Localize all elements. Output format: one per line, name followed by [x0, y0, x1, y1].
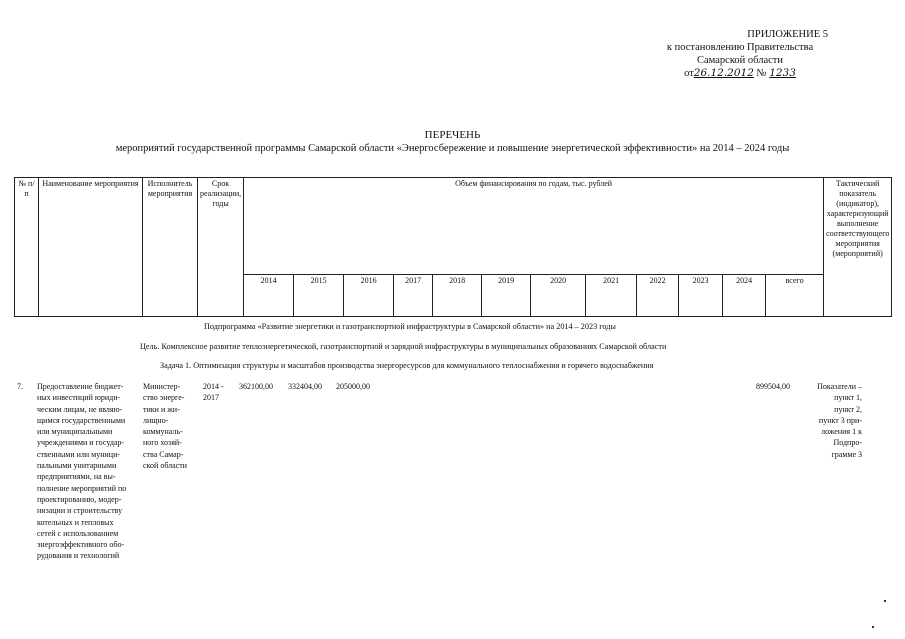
appendix-date-line — [600, 67, 880, 80]
row7-value-2015: 332404,00 — [288, 382, 322, 391]
page-title: ПЕРЕЧЕНЬ — [424, 129, 481, 141]
year-total: всего — [766, 275, 824, 317]
name-line: предприятиями, на вы- — [37, 472, 116, 482]
indicator-line: пункт 2, — [834, 404, 862, 414]
indicator-line: Подпро- — [833, 438, 862, 448]
name-line: котельных и тепловых — [37, 517, 114, 527]
name-line: ственными или муници- — [37, 449, 121, 459]
year-2018: 2018 — [433, 275, 482, 317]
col-num-header: № п/п — [15, 178, 39, 317]
executor-line: Министер- — [143, 382, 181, 391]
year-2022: 2022 — [637, 275, 679, 317]
row7-value-2016: 205000,00 — [336, 382, 370, 391]
term-line: 2014 - — [203, 382, 224, 391]
col-term-header: Срок реализации, годы — [198, 178, 244, 317]
goal-line: Цель. Комплексное развитие теплоэнергетической, газотранспортной и зарядной инфраструктуры в муниципальных образованиях Самарской области — [140, 342, 667, 351]
row7-term — [203, 381, 237, 404]
name-line: щимся государственными — [37, 415, 126, 425]
appendix-title: ПРИЛОЖЕНИЕ 5 — [747, 29, 828, 40]
indicator-line: ложения 1 к — [821, 427, 862, 437]
header-table — [14, 177, 892, 317]
col-financing-header: Объем финансирования по годам, тыс. рублей — [244, 178, 824, 275]
name-line: полнение мероприятий по — [37, 483, 127, 493]
name-line: Предоставление бюджет- — [37, 382, 124, 391]
executor-line: ного хозяй- — [143, 438, 182, 448]
col-executor-header: Исполнитель мероприятия — [143, 178, 198, 317]
name-line: сетей с использованием — [37, 528, 119, 538]
subprogram-line: Подпрограмма «Развитие энергетики и газотранспортной инфраструктуры в Самарской области» на 2014 – 2023 годы — [204, 322, 616, 331]
date-value: 26.12.2012 — [693, 67, 754, 79]
name-line: рудования и технологий — [37, 551, 120, 561]
year-2024: 2024 — [723, 275, 766, 317]
name-line: учреждениями и государ- — [37, 438, 125, 448]
scan-speck — [872, 626, 874, 628]
col-indicator-header: Тактический показатель (индикатор), характеризующий выполнение соответствующего мероприятия (мероприятий) — [824, 178, 892, 317]
year-2015: 2015 — [294, 275, 344, 317]
row7-value-total: 899504,00 — [756, 382, 790, 391]
executor-line: лищно- — [143, 415, 169, 425]
executor-line: ство энерге- — [143, 393, 185, 403]
number-prefix: № — [756, 68, 767, 79]
appendix-line2: к постановлению Правительства — [666, 42, 814, 53]
executor-line: ской области — [143, 461, 188, 471]
indicator-line: пункт 1, — [834, 393, 862, 403]
indicator-line: пункт 3 при- — [818, 415, 862, 425]
executor-line: тики и жи- — [143, 404, 180, 414]
year-2023: 2023 — [679, 275, 723, 317]
row7-number: 7. — [17, 382, 23, 391]
executor-line: ства Самар- — [143, 449, 184, 459]
row7-indicator — [800, 381, 862, 460]
name-line: проектированию, модер- — [37, 494, 122, 504]
name-line: ных инвестиций юриди- — [37, 393, 121, 403]
year-2019: 2019 — [482, 275, 531, 317]
name-line: пальными унитарными — [37, 461, 117, 471]
name-line: ческим лицам, не являю- — [37, 404, 123, 414]
year-2017: 2017 — [394, 275, 433, 317]
indicator-line: Показатели – — [817, 382, 862, 391]
scan-speck — [884, 600, 886, 602]
name-line: энергоэффективного обо- — [37, 540, 125, 550]
name-line: или муниципальными — [37, 427, 113, 437]
year-2016: 2016 — [344, 275, 394, 317]
year-2020: 2020 — [531, 275, 586, 317]
task-line: Задача 1. Оптимизация структуры и масштабов производства энергоресурсов для коммунального теплоснабжения и горячего водоснабжения — [160, 361, 654, 370]
row7-value-2014: 362100,00 — [239, 382, 273, 391]
col-name-header: Наименование мероприятия — [39, 178, 143, 317]
date-prefix: от — [684, 68, 694, 79]
page-subtitle: мероприятий государственной программы Самарской области «Энергосбережение и повышение энергетической эффективности» на 2014 – 2024 годы — [115, 143, 790, 154]
row7-name — [37, 381, 145, 562]
number-value: 1233 — [769, 67, 796, 79]
indicator-line: грамме 3 — [831, 449, 862, 459]
appendix-line3: Самарской области — [697, 55, 783, 66]
year-2021: 2021 — [586, 275, 637, 317]
name-line: низации и строительству — [37, 506, 123, 516]
year-2014: 2014 — [244, 275, 294, 317]
row7-executor — [143, 381, 199, 471]
appendix-block — [600, 28, 880, 80]
term-line: 2017 — [203, 393, 219, 403]
executor-line: коммуналь- — [143, 427, 183, 437]
